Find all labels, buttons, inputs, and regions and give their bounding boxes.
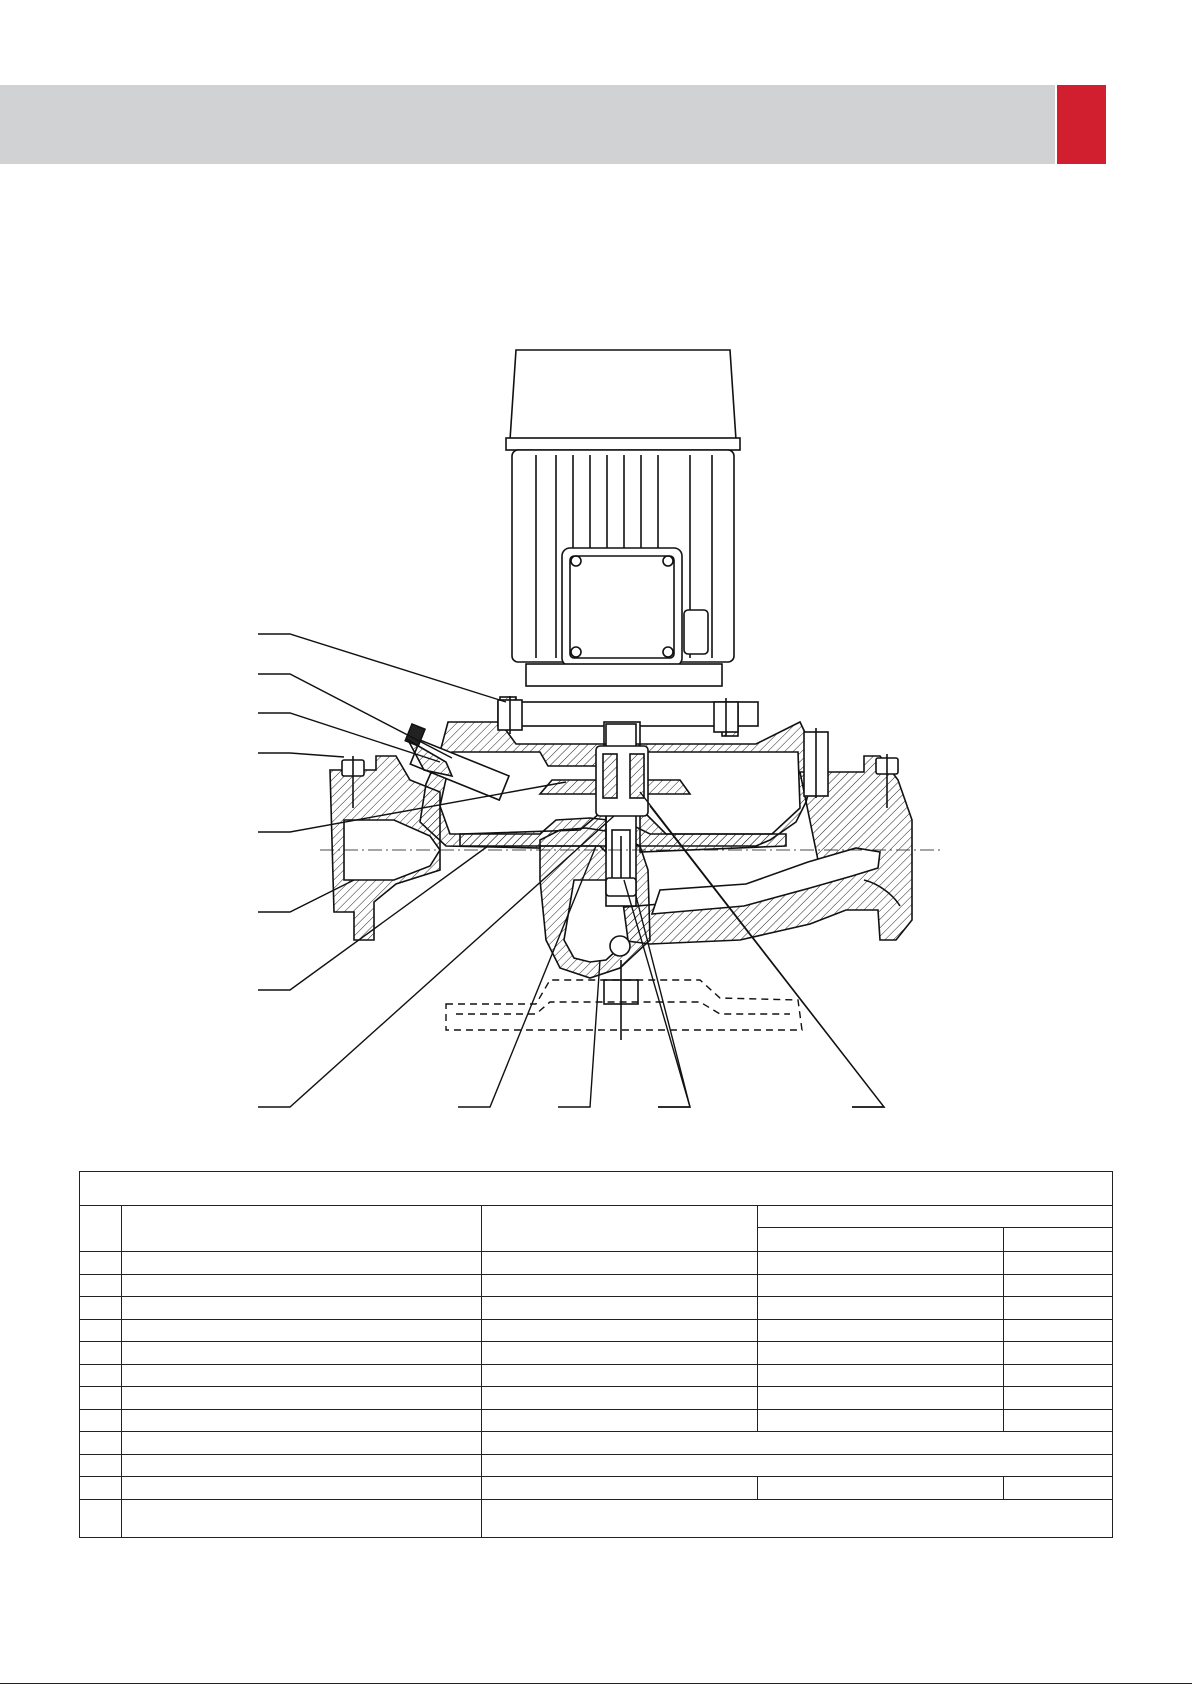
table-row: [80, 1499, 1113, 1537]
table-row: [80, 1432, 1113, 1455]
header-band: [0, 85, 1055, 164]
header-material: [482, 1205, 758, 1251]
table-row: [80, 1251, 1113, 1274]
table-row: [80, 1454, 1113, 1477]
table-row: [80, 1477, 1113, 1500]
table-title: [80, 1172, 1113, 1206]
header-part-name: [122, 1205, 482, 1251]
subheader-right: [1004, 1228, 1113, 1252]
table-title-row: [80, 1172, 1113, 1206]
table-row: [80, 1409, 1113, 1432]
footer-rule: [0, 1683, 1192, 1684]
header-no: [80, 1205, 122, 1251]
table-row: [80, 1297, 1113, 1320]
table-row: [80, 1364, 1113, 1387]
table-row: [80, 1319, 1113, 1342]
table-row: [80, 1342, 1113, 1365]
pump-sectional-drawing: [0, 330, 1192, 1130]
header-accent-tab: [1057, 85, 1106, 164]
table-row: [80, 1387, 1113, 1410]
subheader-left: [758, 1228, 1004, 1252]
parts-table: [79, 1171, 1113, 1538]
table-row: [80, 1274, 1113, 1297]
table-header-row: [80, 1205, 1113, 1228]
motor-fan-cover: [506, 350, 740, 450]
header-standard: [758, 1205, 1113, 1228]
